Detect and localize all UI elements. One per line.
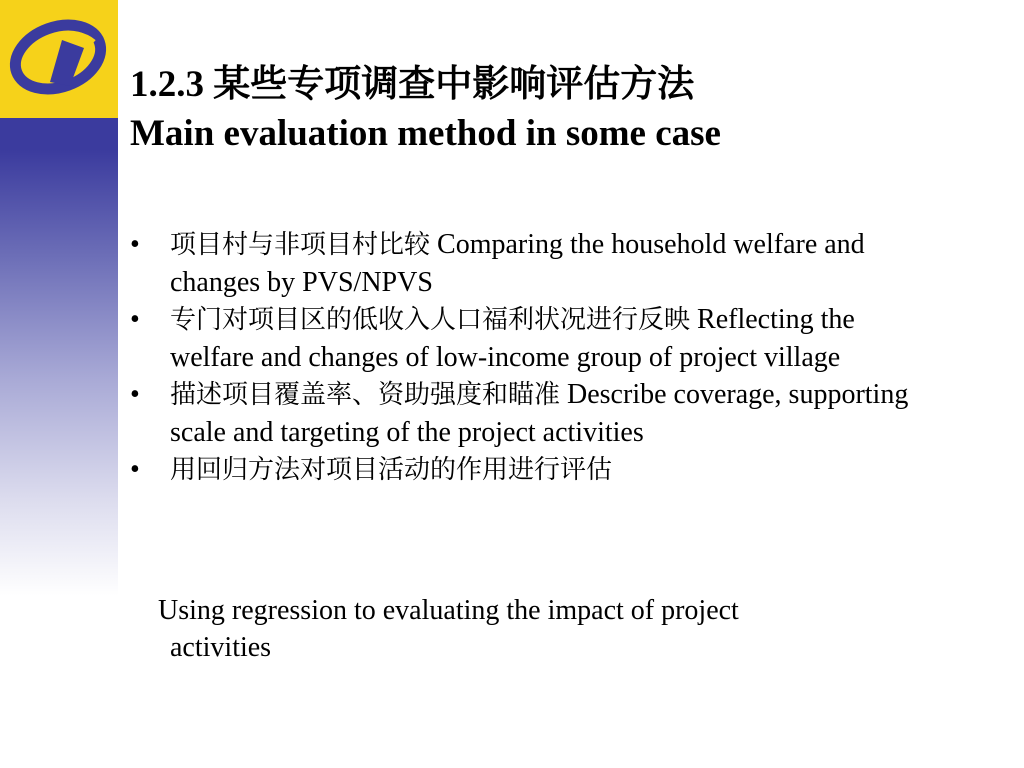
bullet-marker: • [130,454,140,485]
statistics-logo-icon [6,12,110,102]
bullet-item [130,301,930,376]
title-chinese: 1.2.3 某些专项调查中影响评估方法 [130,64,695,105]
bullet-zh-text: 项目村与非项目村比较 [170,230,431,260]
bullet-zh-text: 用回归方法对项目活动的作用进行评估 [170,455,613,485]
bullet-en-text: Comparing the household welfare and changes by PVS/NPVS [170,229,865,298]
bullet-marker: • [130,379,140,410]
bullet-marker: • [130,229,140,260]
bullet-zh-text: 专门对项目区的低收入人口福利状况进行反映 [170,305,691,335]
continuation-line-2: activities [170,632,272,663]
bullet-en-text: Describe coverage, supporting scale and targeting of the project activities [170,379,909,448]
bullet-zh-text: 描述项目覆盖率、资助强度和瞄准 [170,380,561,410]
bullet-list [130,226,930,489]
bullet-marker: • [130,304,140,335]
slide-title [130,60,990,158]
logo [0,0,118,118]
bullet-en-text: Reflecting the welfare and changes of low-income group of project village [170,304,855,373]
continuation-line-1: Using regression to evaluating the impact of project [158,595,739,626]
bullet-item [130,451,930,489]
bullet-item [130,226,930,301]
bullet-continuation [158,592,938,666]
title-english: Main evaluation method in some case [130,113,721,154]
bullet-item [130,376,930,451]
